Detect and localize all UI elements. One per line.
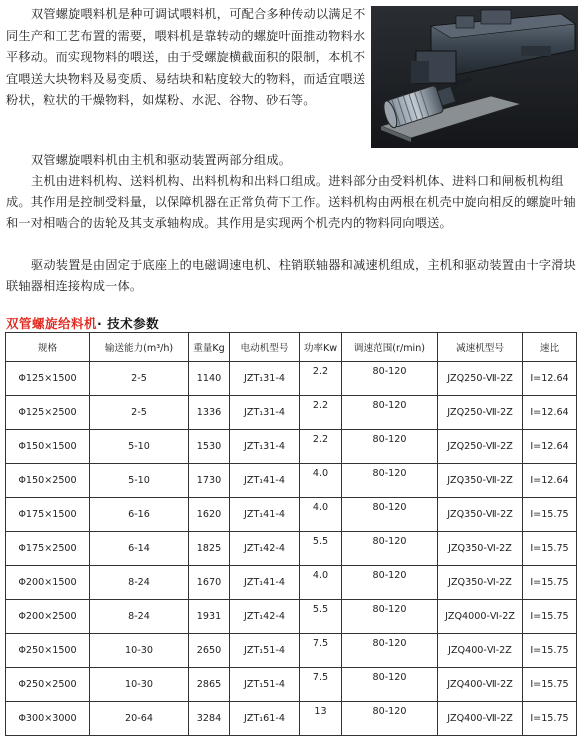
cell-capacity: 8-24 [90,566,189,600]
cell-spec: Φ125×2500 [6,396,90,430]
machine-photo [371,6,578,148]
table-row [6,498,577,532]
cell-power: 4.0 [300,498,342,532]
cell-power: 7.5 [300,634,342,668]
cell-weight: 1670 [189,566,230,600]
cell-spec: Φ250×2500 [6,668,90,702]
table-row [6,362,577,396]
cell-spec: Φ175×2500 [6,532,90,566]
cell-speed-range: 80-120 [342,396,438,430]
cell-power: 7.5 [300,668,342,702]
cell-weight: 1336 [189,396,230,430]
main-unit-text: 主机由进料机构、送料机构、出料机构和出料口组成。进料部分由受料机体、进料口和闸板机构组成。其作用是控制受料量，以保障机器在正常负荷下工作。送料机构由两根在机壳中旋向相反的螺旋叶轴和一对相啮合的齿轮及其支承轴构成。其作用是实现两个机壳内的物料同向喂送。 [6,174,576,230]
cell-motor-model: JZT₁61-4 [230,702,300,736]
main-unit-paragraph [6,171,578,234]
cell-speed-range: 80-120 [342,498,438,532]
table-title-suffix: · 技术参数 [97,316,160,331]
header-speed-range: 调速范围(r/min) [342,333,438,362]
cell-spec: Φ150×2500 [6,464,90,498]
cell-power: 13 [300,702,342,736]
table-row [6,532,577,566]
cell-capacity: 6-16 [90,498,189,532]
intro-text: 双管螺旋喂料机是种可调试喂料机，可配合多种传动以满足不同生产和工艺布置的需要，喂料机是靠转动的螺旋叶面推动物料水平移动。而实现物料的喂送，由于受螺旋横截面积的限制，本机不宜喂送大块物料及易变质、易结块和粘度较大的物料，而适宜喂送粉状，粒状的干燥物料，如煤粉、水泥、谷物、砂石等。 [6,7,366,107]
cell-weight: 2650 [189,634,230,668]
cell-power: 4.0 [300,464,342,498]
header-motor-model: 电动机型号 [230,333,300,362]
table-row [6,396,577,430]
cell-spec: Φ175×1500 [6,498,90,532]
cell-speed-range: 80-120 [342,532,438,566]
cell-capacity: 10-30 [90,634,189,668]
table-title-main: 双管螺旋给料机 [6,316,98,331]
cell-spec: Φ200×1500 [6,566,90,600]
header-capacity: 输送能力(m³/h) [90,333,189,362]
cell-power: 4.0 [300,566,342,600]
cell-ratio: I=15.75 [523,498,577,532]
cell-capacity: 8-24 [90,600,189,634]
cell-reducer-model: JZQ250-Ⅶ-2Z [438,362,523,396]
cell-reducer-model: JZQ400-Ⅶ-2Z [438,668,523,702]
cell-motor-model: JZT₁31-4 [230,430,300,464]
cell-ratio: I=15.75 [523,600,577,634]
cell-speed-range: 80-120 [342,566,438,600]
table-title [6,314,159,332]
cell-speed-range: 80-120 [342,634,438,668]
cell-motor-model: JZT₁42-4 [230,600,300,634]
screw-feeder-machine-photo [371,6,578,148]
table-body [6,362,577,736]
table-row [6,430,577,464]
cell-spec: Φ250×1500 [6,634,90,668]
cell-speed-range: 80-120 [342,464,438,498]
cell-power: 2.2 [300,430,342,464]
cell-speed-range: 80-120 [342,362,438,396]
cell-weight: 1140 [189,362,230,396]
cell-power: 2.2 [300,396,342,430]
cell-motor-model: JZT₁51-4 [230,634,300,668]
cell-weight: 1931 [189,600,230,634]
cell-ratio: I=15.75 [523,702,577,736]
cell-motor-model: JZT₁31-4 [230,396,300,430]
cell-reducer-model: JZQ350-Ⅵ-2Z [438,532,523,566]
cell-motor-model: JZT₁51-4 [230,668,300,702]
cell-speed-range: 80-120 [342,430,438,464]
cell-weight: 1530 [189,430,230,464]
table-row [6,566,577,600]
drive-paragraph [6,255,578,297]
table-row [6,702,577,736]
intro-paragraph [6,4,368,112]
cell-spec: Φ300×3000 [6,702,90,736]
header-power: 功率Kw [300,333,342,362]
cell-ratio: I=15.75 [523,566,577,600]
cell-speed-range: 80-120 [342,702,438,736]
cell-reducer-model: JZQ350-Ⅶ-2Z [438,498,523,532]
cell-ratio: I=15.75 [523,634,577,668]
table-row [6,634,577,668]
cell-reducer-model: JZQ4000-Ⅵ-2Z [438,600,523,634]
header-reducer-model: 减速机型号 [438,333,523,362]
cell-speed-range: 80-120 [342,668,438,702]
cell-ratio: I=12.64 [523,396,577,430]
cell-power: 2.2 [300,362,342,396]
cell-ratio: I=12.64 [523,362,577,396]
cell-ratio: I=12.64 [523,430,577,464]
cell-motor-model: JZT₁41-4 [230,566,300,600]
cell-motor-model: JZT₁31-4 [230,362,300,396]
cell-power: 5.5 [300,600,342,634]
cell-weight: 1825 [189,532,230,566]
composition-paragraph [6,150,578,171]
cell-spec: Φ125×1500 [6,362,90,396]
cell-motor-model: JZT₁41-4 [230,464,300,498]
cell-capacity: 2-5 [90,396,189,430]
cell-ratio: I=12.64 [523,464,577,498]
cell-reducer-model: JZQ350-Ⅶ-2Z [438,464,523,498]
cell-reducer-model: JZQ350-Ⅵ-2Z [438,566,523,600]
cell-capacity: 6-14 [90,532,189,566]
cell-ratio: I=15.75 [523,532,577,566]
table-header-row [6,333,577,362]
cell-speed-range: 80-120 [342,600,438,634]
cell-spec: Φ200×2500 [6,600,90,634]
cell-capacity: 10-30 [90,668,189,702]
cell-capacity: 20-64 [90,702,189,736]
spec-table [5,332,577,736]
table-row [6,600,577,634]
cell-motor-model: JZT₁41-4 [230,498,300,532]
cell-reducer-model: JZQ400-Ⅶ-2Z [438,702,523,736]
cell-capacity: 2-5 [90,362,189,396]
header-spec: 规格 [6,333,90,362]
table-row [6,464,577,498]
table-row [6,668,577,702]
composition-text: 双管螺旋喂料机由主机和驱动装置两部分组成。 [31,153,292,167]
cell-capacity: 5-10 [90,464,189,498]
cell-weight: 1730 [189,464,230,498]
cell-motor-model: JZT₁42-4 [230,532,300,566]
cell-weight: 2865 [189,668,230,702]
cell-reducer-model: JZQ250-Ⅶ-2Z [438,430,523,464]
cell-reducer-model: JZQ400-Ⅵ-2Z [438,634,523,668]
header-ratio: 速比 [523,333,577,362]
cell-weight: 1620 [189,498,230,532]
cell-reducer-model: JZQ250-Ⅶ-2Z [438,396,523,430]
cell-ratio: I=15.75 [523,668,577,702]
drive-text: 驱动装置是由固定于底座上的电磁调速电机、柱销联轴器和减速机组成，主机和驱动装置由十字滑块联轴器相连接构成一体。 [6,258,577,293]
cell-weight: 3284 [189,702,230,736]
header-weight: 重量Kg [189,333,230,362]
cell-spec: Φ150×1500 [6,430,90,464]
cell-capacity: 5-10 [90,430,189,464]
cell-power: 5.5 [300,532,342,566]
